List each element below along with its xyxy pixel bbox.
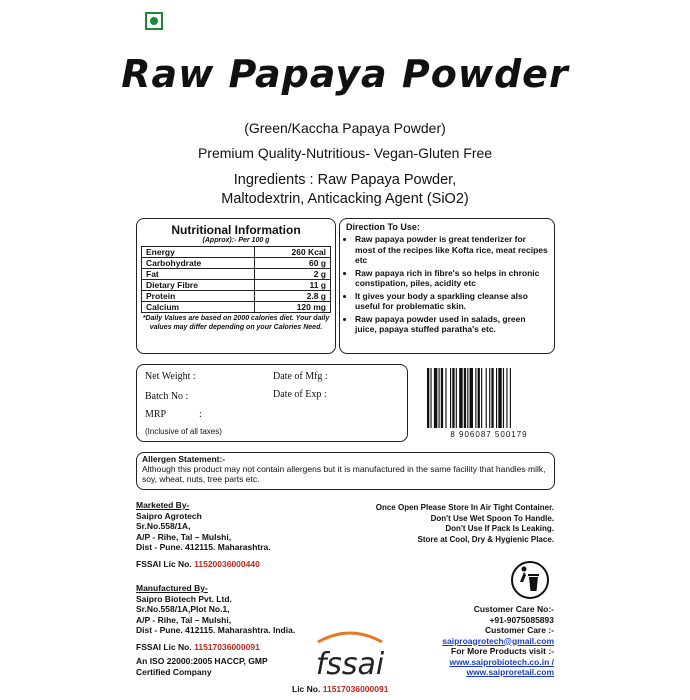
list-item: • It gives your body a sparkling cleanse also useful for problematic skin.	[355, 291, 548, 312]
marketed-heading: Marketed By-	[136, 500, 190, 510]
iso-line: An ISO 22000:2005 HACCP, GMP	[136, 656, 268, 666]
mrp-colon: :	[199, 409, 202, 420]
manufactured-line: A/P - Rihe, Tal – Mulshi,	[136, 614, 232, 625]
care-no-label: Customer Care No:-	[473, 604, 554, 614]
storage-line: Once Open Please Store In Air Tight Container.	[375, 503, 554, 512]
mrp-label: MRP	[145, 409, 167, 420]
marketed-line: Sr.No.558/1A,	[136, 521, 191, 531]
marketed-line: Dist - Pune. 412115. Maharashtra.	[136, 542, 271, 552]
exp-date-label: Date of Exp :	[273, 389, 327, 400]
website-link-2[interactable]: www.saiproretail.com	[466, 667, 554, 677]
marketed-line: Saipro Agrotech	[136, 510, 202, 521]
directions-list	[346, 234, 548, 335]
fssai-label: FSSAI Lic No.	[136, 641, 192, 652]
storage-block	[330, 503, 554, 545]
nutrition-panel	[136, 218, 336, 354]
table-row	[142, 291, 331, 302]
storage-line: Don't Use Wet Spoon To Handle.	[430, 513, 554, 523]
list-item: • Raw papaya rich in fibre's so helps in chronic constipation, piles, acidity etc	[355, 268, 548, 289]
care-email-link[interactable]: saiproagrotech@gmail.com	[442, 635, 554, 646]
marketed-fssai	[136, 559, 271, 570]
veg-mark-icon	[145, 12, 163, 30]
manufactured-line: Sr.No.558/1A,Plot No.1,	[136, 604, 230, 614]
nutrient-name: Energy	[142, 247, 255, 258]
nutrient-value: 2 g	[254, 269, 330, 280]
batch-no-label: Batch No :	[145, 391, 189, 402]
storage-line: Store at Cool, Dry & Hygienic Place.	[417, 534, 554, 544]
table-row	[142, 269, 331, 280]
customer-care-block	[400, 604, 554, 678]
allergen-panel	[136, 452, 555, 490]
marketed-by-block	[136, 500, 271, 569]
table-row	[142, 247, 331, 258]
batch-info-panel	[136, 364, 408, 442]
nutrient-value: 60 g	[254, 258, 330, 269]
ingredients-line-1: Ingredients : Raw Papaya Powder,	[233, 172, 457, 188]
care-label: Customer Care :-	[485, 625, 554, 635]
manufactured-line: Saipro Biotech Pvt. Ltd.	[136, 593, 232, 604]
barcode-icon	[425, 368, 553, 434]
nutrient-name: Carbohydrate	[142, 258, 255, 269]
fssai-logo-icon	[312, 628, 388, 684]
fssai-logo-lic	[292, 684, 388, 695]
manufactured-line: Dist - Pune. 412115. Maharashtra. India.	[136, 625, 296, 635]
directions-panel	[339, 218, 555, 354]
taxes-note: (Inclusive of all taxes)	[145, 427, 222, 436]
nutrition-heading: Nutritional Information	[171, 223, 301, 237]
product-subtitle: (Green/Kaccha Papaya Powder)	[244, 120, 446, 136]
nutrition-note: *Daily Values are based on 2000 calories diet. Your daily values may differ depending on your Calories Need.	[142, 315, 330, 331]
product-title: Raw Papaya Powder	[121, 52, 569, 96]
net-weight-label: Net Weight :	[145, 371, 196, 382]
list-item: • Raw papaya powder is great tenderizer for most of the recipes like Kofta rice, meat recipes etc	[355, 234, 548, 266]
nutrient-value: 260 Kcal	[254, 247, 330, 258]
mfg-date-label: Date of Mfg :	[273, 371, 328, 382]
fssai-number: 11517036000091	[194, 641, 260, 652]
nutrient-value: 120 mg	[254, 302, 330, 313]
nutrient-name: Protein	[142, 291, 255, 302]
nutrition-table	[141, 246, 331, 313]
table-row	[142, 258, 331, 269]
nutrient-name: Fat	[142, 269, 255, 280]
directions-heading: Direction To Use:	[346, 222, 420, 232]
nutrient-name: Dietary Fibre	[142, 280, 255, 291]
nutrient-value: 2.8 g	[254, 291, 330, 302]
website-link-1[interactable]: www.saiprobiotech.co.in /	[449, 656, 554, 667]
dustbin-icon	[510, 560, 550, 600]
nutrition-serving: (Approx):- Per 100 g	[202, 237, 270, 244]
nutrient-name: Calcium	[142, 302, 255, 313]
nutrient-value: 11 g	[254, 280, 330, 291]
care-phone: +91-9075085893	[489, 614, 554, 625]
allergen-heading: Allergen Statement:-	[142, 454, 226, 464]
allergen-text: Although this product may not contain allergens but it is manufactured in the same facility that handles milk, soy, wheat, nuts, tree parts etc.	[142, 464, 546, 484]
table-row	[142, 302, 331, 313]
manufactured-fssai	[136, 642, 295, 653]
fssai-logo-text: fssai	[315, 647, 385, 682]
storage-line: Don't Use If Pack Is Leaking.	[445, 524, 554, 533]
table-row	[142, 280, 331, 291]
ingredients-line-2: Maltodextrin, Anticacking Agent (SiO2)	[221, 191, 469, 207]
product-tagline: Premium Quality-Nutritious- Vegan-Gluten Free	[197, 145, 493, 161]
lic-number: 11517036000091	[322, 684, 389, 694]
marketed-line: A/P - Rihe, Tal – Mulshi,	[136, 531, 232, 542]
barcode-number: 8 906087 500179	[450, 430, 528, 439]
list-item: • Raw papaya powder used in salads, green juice, papaya stuffed paratha's etc.	[355, 314, 548, 335]
manufactured-heading: Manufactured By-	[136, 583, 208, 593]
iso-line: Certified Company	[136, 666, 212, 677]
fssai-number: 11520036000440	[194, 558, 260, 569]
visit-label: For More Products visit :-	[451, 646, 554, 656]
lic-label: Lic No.	[292, 684, 321, 694]
manufactured-by-block	[136, 583, 295, 677]
fssai-label: FSSAI Lic No.	[136, 558, 192, 569]
